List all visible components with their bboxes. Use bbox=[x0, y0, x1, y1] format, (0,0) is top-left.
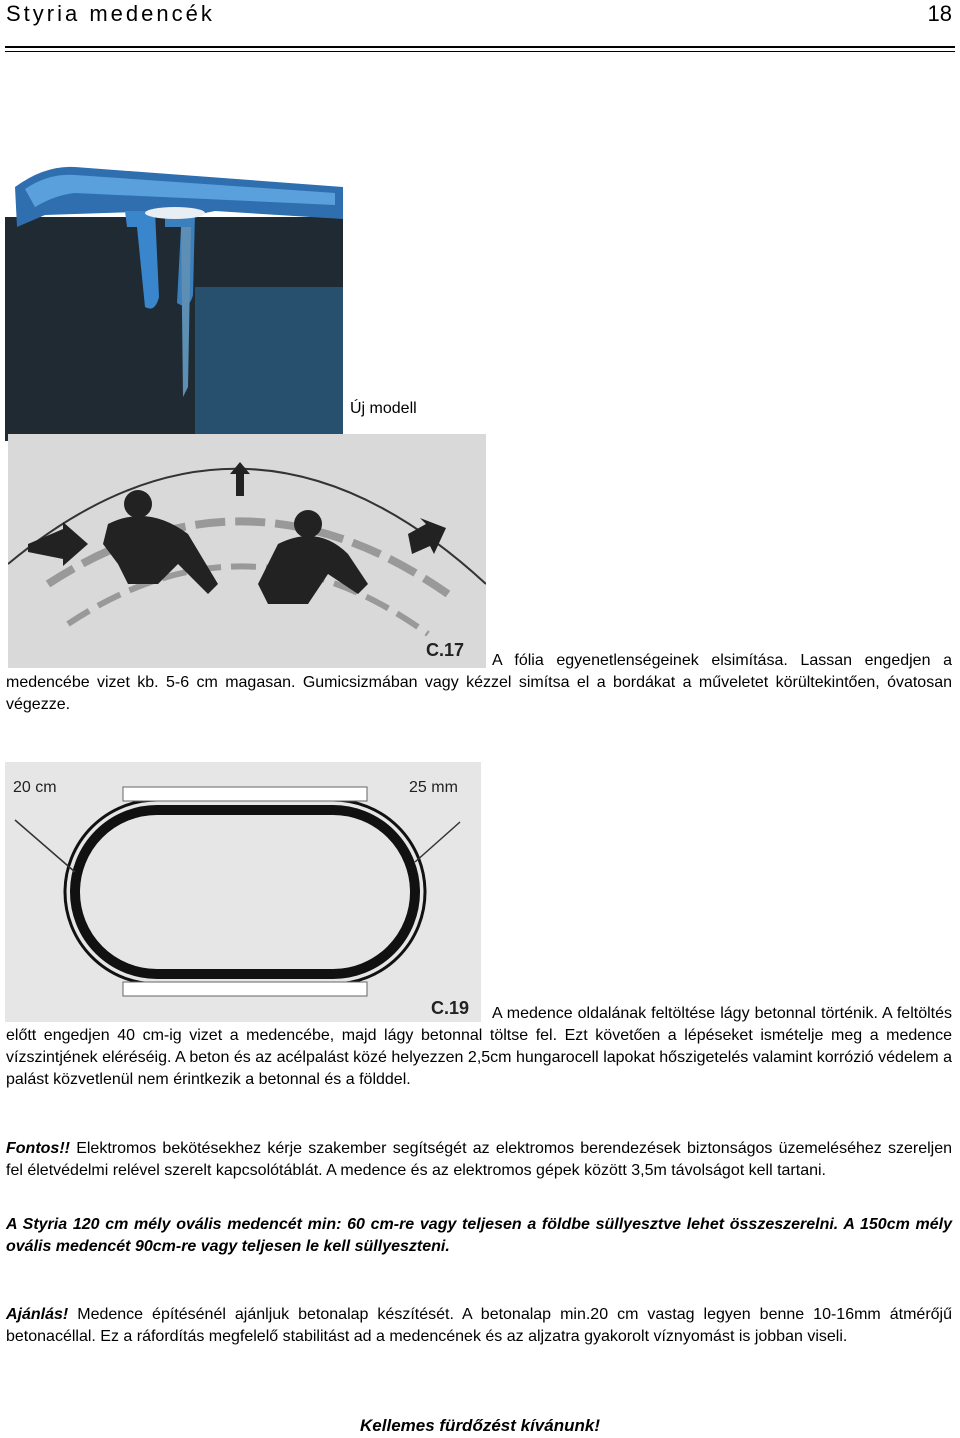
paragraph-recommendation bbox=[6, 1304, 952, 1348]
paragraph-smoothing bbox=[6, 650, 952, 716]
smoothing-text: A fólia egyenetlenségeinek elsimítása. Lassan engedjen a medencébe vizet kb. 5-6 cm magasan. Gumicsizmában vagy kézzel simítsa el a bordákat a műveletet körültekintően, óvatosan végezze. bbox=[6, 652, 952, 713]
header-rule bbox=[5, 46, 955, 48]
figure-label-c17: C.17 bbox=[426, 640, 465, 660]
paragraph-depth-notice: A Styria 120 cm mély ovális medencét min: 60 cm-re vagy teljesen a földbe süllyesztve lehet összeszerelni. A 150cm mély ovális medencét 90cm-re vagy teljesen le kell süllyeszteni. bbox=[6, 1216, 952, 1255]
important-label: Fontos!! bbox=[6, 1140, 70, 1157]
recommendation-text: Medence építésénél ajánljuk betonalap készítését. A betonalap min.20 cm vastag legyen benne 10-16mm átmérőjű betonacéllal. Ez a ráfordítás megfelelő stabilitást ad a medencének és az aljzatra gyakorolt víznyomást is jobban viseli. bbox=[6, 1306, 952, 1345]
recommendation-label: Ajánlás! bbox=[6, 1306, 69, 1323]
header-rule-thin bbox=[5, 51, 955, 52]
document-title: Styria medencék bbox=[6, 1, 215, 26]
paragraph-concrete bbox=[6, 1003, 952, 1091]
rim-profile-illustration bbox=[5, 127, 343, 441]
paragraph-important bbox=[6, 1138, 952, 1182]
important-text: Elektromos bekötésekhez kérje szakember segítségét az elektromos berendezések biztonságos üzemeléséhez szereljen fel életvédelmi relével szerelt kapcsolótáblát. A medence és az elektromos gépek között 3,5m távolságot kell tartani. bbox=[6, 1140, 952, 1179]
smoothing-liner-diagram bbox=[8, 434, 486, 668]
figure-c19 bbox=[5, 762, 481, 1022]
dim-label-left: 20 cm bbox=[13, 779, 57, 796]
closing-greeting: Kellemes fürdőzést kívánunk! bbox=[360, 1416, 600, 1435]
page-number: 18 bbox=[927, 1, 952, 26]
concrete-text: A medence oldalának feltöltése lágy betonnal történik. A feltöltés előtt engedjen 40 cm-ig vizet a medencébe, majd lágy betonnal töltse fel. Ezt követően a lépéseket ismételje meg a medence vízszintjének eléréséig. A beton és az acélpalást közé helyezzen 2,5cm hungarocell lapokat hőszigetelés valamint korrózió védelem a palást közvetlenül nem érintkezik a betonnal és a földdel. bbox=[6, 1005, 952, 1088]
oval-pool-concrete-diagram bbox=[5, 762, 481, 1022]
figure-label-c19: C.19 bbox=[431, 998, 470, 1018]
new-model-caption: Új modell bbox=[350, 400, 417, 417]
new-model-photo bbox=[5, 127, 343, 441]
figure-c17 bbox=[8, 434, 486, 668]
dim-label-right: 25 mm bbox=[409, 779, 458, 796]
